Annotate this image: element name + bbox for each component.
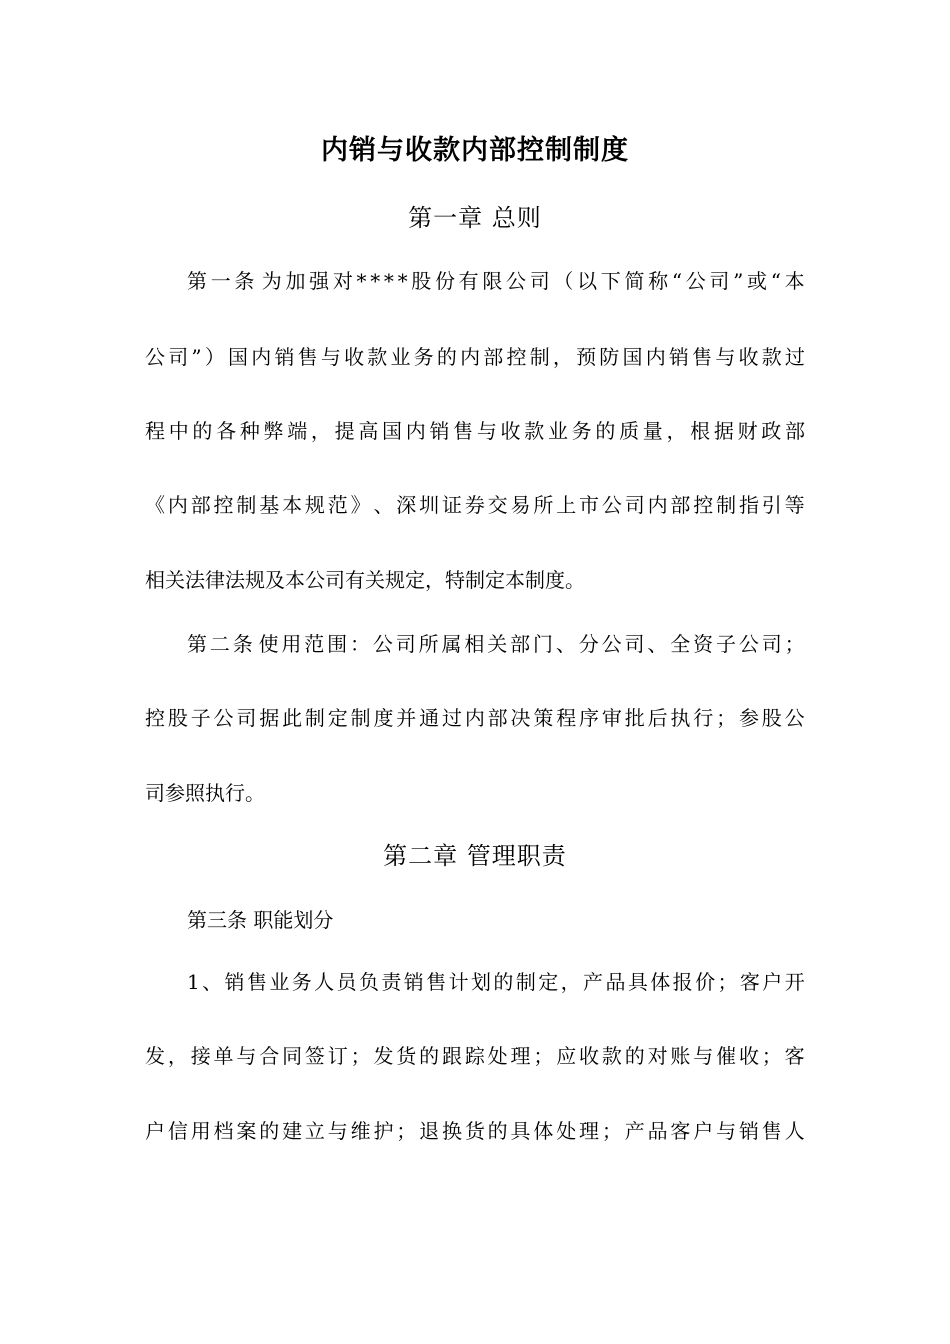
paragraph-line: 户 信 用 档 案 的 建 立 与 维 护 ； 退 换 货 的 具 体 处 理 ； 产 品 客 户 与 销 售 人 [145,1119,805,1143]
paragraph-line: 公 司 ” ） 国 内 销 售 与 收 款 业 务 的 内 部 控 制 ， 预 防 国 内 销 售 与 收 款 过 [145,345,805,369]
paragraph-line: 《 内 部 控 制 基 本 规 范 》 、 深 圳 证 券 交 易 所 上 市 公 司 内 部 控 制 指 引 等 [145,493,805,517]
article-heading: 第三条 职能划分 [187,908,334,932]
chapter-heading-2: 第二章 管理职责 [383,842,567,870]
paragraph-line: 相关法律法规及本公司有关规定，特制定本制度。 [145,568,585,592]
paragraph-line: 第 一 条 为 加 强 对 * * * * 股 份 有 限 公 司 （ 以 下 简 称 “ 公 司 ” 或 “ 本 [187,269,805,293]
paragraph-line: 程 中 的 各 种 弊 端 ， 提 高 国 内 销 售 与 收 款 业 务 的 质 量 ， 根 据 财 政 部 [145,419,805,443]
paragraph-line: 司参照执行。 [145,781,265,805]
chapter-heading-1: 第一章 总则 [408,204,542,232]
paragraph-line: 控 股 子 公 司 据 此 制 定 制 度 并 通 过 内 部 决 策 程 序 审 批 后 执 行 ； 参 股 公 [145,706,805,730]
paragraph-line: 发 ， 接 单 与 合 同 签 订 ； 发 货 的 跟 踪 处 理 ； 应 收 款 的 对 账 与 催 收 ； 客 [145,1044,805,1068]
document-title: 内销与收款内部控制制度 [321,135,629,166]
paragraph-line: 第 二 条 使 用 范 围 ： 公 司 所 属 相 关 部 门 、 分 公 司 、 全 资 子 公 司 ； [187,632,805,656]
paragraph-line: 1 、 销 售 业 务 人 员 负 责 销 售 计 划 的 制 定 ， 产 品 具 体 报 价 ； 客 户 开 [187,970,805,994]
